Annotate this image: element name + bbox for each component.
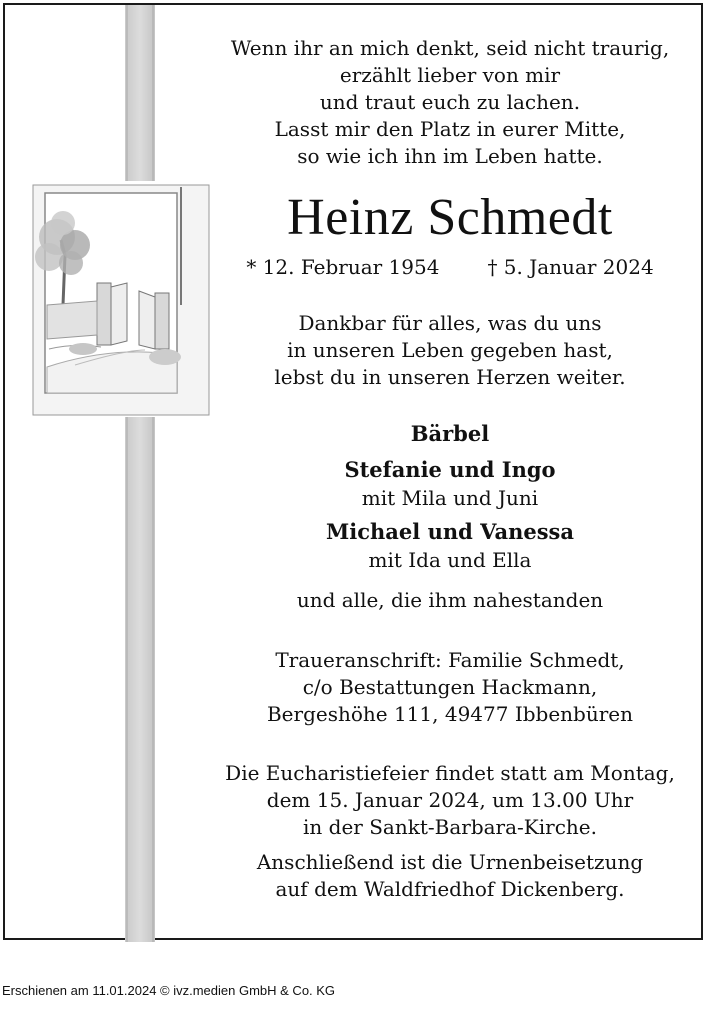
mourner-name: Bärbel bbox=[410, 421, 490, 446]
service-line: in der Sankt-Barbara-Kirche. bbox=[303, 815, 597, 839]
pencil-sketch-illustration bbox=[5, 5, 225, 942]
poem-line: und traut euch zu lachen. bbox=[319, 90, 581, 114]
address-line: Bergeshöhe 111, 49477 Ibbenbüren bbox=[266, 702, 634, 726]
life-dates bbox=[205, 254, 695, 280]
verse-line: lebst du in unseren Herzen weiter. bbox=[274, 365, 626, 389]
service-line: dem 15. Januar 2024, um 13.00 Uhr bbox=[266, 788, 634, 812]
death-date: † 5. Januar 2024 bbox=[487, 255, 654, 279]
deceased-name: Heinz Schmedt bbox=[287, 189, 613, 246]
poem-line: so wie ich ihn im Leben hatte. bbox=[297, 144, 603, 168]
verse-line: Dankbar für alles, was du uns bbox=[298, 311, 602, 335]
obituary-frame bbox=[3, 3, 703, 940]
poem-line: Wenn ihr an mich denkt, seid nicht traurig, bbox=[230, 36, 670, 60]
gratitude-verse bbox=[205, 310, 695, 391]
obituary-content bbox=[205, 35, 695, 903]
mourning-address bbox=[205, 647, 695, 728]
address-line: c/o Bestattungen Hackmann, bbox=[302, 675, 598, 699]
publication-footer: Erschienen am 11.01.2024 © ivz.medien GmbH & Co. KG bbox=[2, 983, 336, 998]
mourner-name: Michael und Vanessa bbox=[326, 519, 574, 544]
address-line: Traueranschrift: Familie Schmedt, bbox=[275, 648, 625, 672]
mourner-others: und alle, die ihm nahestanden bbox=[296, 588, 604, 612]
service-info bbox=[205, 760, 695, 841]
mourner-children: mit Mila und Juni bbox=[361, 486, 539, 510]
mourner-children: mit Ida und Ella bbox=[368, 548, 532, 572]
poem-line: erzählt lieber von mir bbox=[339, 63, 561, 87]
poem bbox=[205, 35, 695, 170]
poem-line: Lasst mir den Platz in eurer Mitte, bbox=[274, 117, 626, 141]
mourners bbox=[205, 419, 695, 613]
burial-info bbox=[205, 849, 695, 903]
birth-date: * 12. Februar 1954 bbox=[246, 255, 440, 279]
burial-line: Anschließend ist die Urnenbeisetzung bbox=[256, 850, 644, 874]
burial-line: auf dem Waldfriedhof Dickenberg. bbox=[275, 877, 625, 901]
verse-line: in unseren Leben gegeben hast, bbox=[287, 338, 613, 362]
service-line: Die Eucharistiefeier findet statt am Montag, bbox=[225, 761, 675, 785]
mourner-name: Stefanie und Ingo bbox=[344, 457, 556, 482]
